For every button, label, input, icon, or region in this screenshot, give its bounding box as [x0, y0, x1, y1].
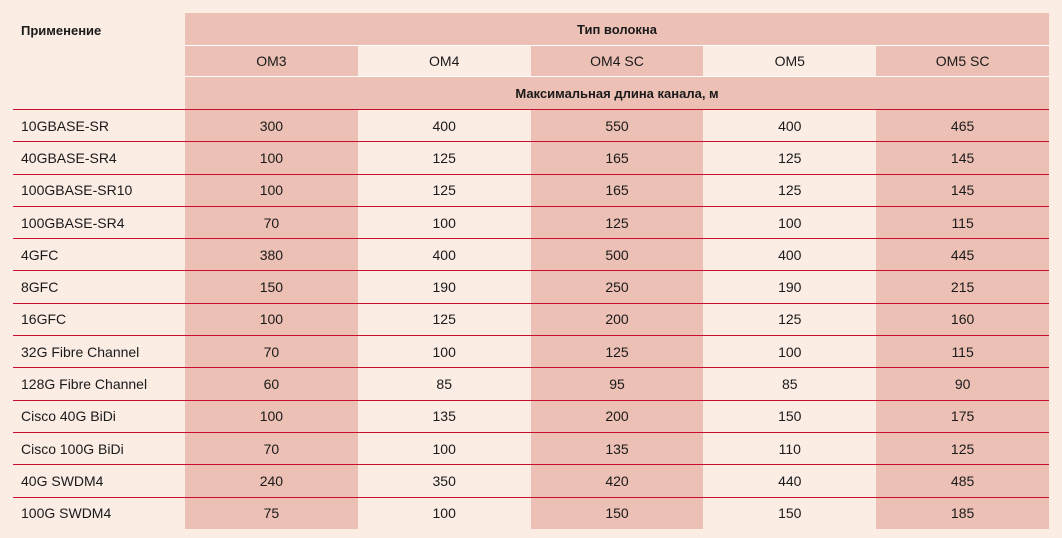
length-value-cell: 125 — [703, 303, 876, 335]
length-value-cell: 400 — [358, 110, 531, 142]
length-value-cell: 160 — [876, 303, 1049, 335]
table-row — [13, 174, 1049, 206]
application-name-cell: 32G Fibre Channel — [13, 336, 185, 368]
application-name-cell: 4GFC — [13, 239, 185, 271]
length-value-cell: 125 — [531, 336, 704, 368]
table-body — [13, 110, 1049, 529]
length-value-cell: 100 — [358, 497, 531, 529]
length-value-cell: 200 — [531, 400, 704, 432]
length-value-cell: 400 — [358, 239, 531, 271]
length-value-cell: 115 — [876, 336, 1049, 368]
length-value-cell: 100 — [358, 336, 531, 368]
application-name-cell: 8GFC — [13, 271, 185, 303]
application-name-cell: Cisco 100G BiDi — [13, 432, 185, 464]
length-value-cell: 110 — [703, 432, 876, 464]
length-value-cell: 150 — [185, 271, 358, 303]
table-row — [13, 206, 1049, 238]
length-value-cell: 240 — [185, 465, 358, 497]
fiber-length-table — [13, 13, 1049, 529]
length-value-cell: 485 — [876, 465, 1049, 497]
fiber-length-table-container — [13, 13, 1049, 529]
fiber-type-header: Тип волокна — [185, 13, 1049, 46]
application-column-header: Применение — [13, 13, 185, 110]
table-row — [13, 368, 1049, 400]
table-row — [13, 336, 1049, 368]
length-value-cell: 445 — [876, 239, 1049, 271]
length-value-cell: 500 — [531, 239, 704, 271]
length-value-cell: 95 — [531, 368, 704, 400]
length-value-cell: 440 — [703, 465, 876, 497]
table-row — [13, 110, 1049, 142]
table-row — [13, 400, 1049, 432]
length-value-cell: 125 — [358, 303, 531, 335]
fiber-type-om3: OM3 — [185, 46, 358, 77]
length-value-cell: 150 — [531, 497, 704, 529]
length-value-cell: 125 — [703, 174, 876, 206]
application-name-cell: Cisco 40G BiDi — [13, 400, 185, 432]
length-value-cell: 100 — [358, 432, 531, 464]
application-name-cell: 10GBASE-SR — [13, 110, 185, 142]
length-value-cell: 165 — [531, 174, 704, 206]
table-row — [13, 465, 1049, 497]
max-length-header: Максимальная длина канала, м — [185, 77, 1049, 110]
length-value-cell: 250 — [531, 271, 704, 303]
length-value-cell: 145 — [876, 142, 1049, 174]
length-value-cell: 70 — [185, 432, 358, 464]
length-value-cell: 185 — [876, 497, 1049, 529]
table-row — [13, 432, 1049, 464]
table-row — [13, 239, 1049, 271]
length-value-cell: 190 — [358, 271, 531, 303]
table-header — [13, 13, 1049, 110]
length-value-cell: 125 — [358, 174, 531, 206]
table-row — [13, 142, 1049, 174]
length-value-cell: 125 — [531, 206, 704, 238]
length-value-cell: 465 — [876, 110, 1049, 142]
length-value-cell: 100 — [185, 303, 358, 335]
length-value-cell: 100 — [185, 174, 358, 206]
length-value-cell: 150 — [703, 497, 876, 529]
length-value-cell: 125 — [703, 142, 876, 174]
length-value-cell: 75 — [185, 497, 358, 529]
length-value-cell: 100 — [358, 206, 531, 238]
application-name-cell: 40G SWDM4 — [13, 465, 185, 497]
application-name-cell: 100GBASE-SR4 — [13, 206, 185, 238]
length-value-cell: 400 — [703, 239, 876, 271]
length-value-cell: 300 — [185, 110, 358, 142]
length-value-cell: 215 — [876, 271, 1049, 303]
length-value-cell: 145 — [876, 174, 1049, 206]
length-value-cell: 100 — [185, 400, 358, 432]
fiber-type-om5: OM5 — [703, 46, 876, 77]
length-value-cell: 150 — [703, 400, 876, 432]
length-value-cell: 85 — [703, 368, 876, 400]
application-name-cell: 40GBASE-SR4 — [13, 142, 185, 174]
length-value-cell: 115 — [876, 206, 1049, 238]
length-value-cell: 100 — [703, 206, 876, 238]
fiber-type-om4: OM4 — [358, 46, 531, 77]
application-name-cell: 100GBASE-SR10 — [13, 174, 185, 206]
length-value-cell: 380 — [185, 239, 358, 271]
application-name-cell: 128G Fibre Channel — [13, 368, 185, 400]
length-value-cell: 135 — [531, 432, 704, 464]
length-value-cell: 70 — [185, 206, 358, 238]
application-name-cell: 100G SWDM4 — [13, 497, 185, 529]
length-value-cell: 135 — [358, 400, 531, 432]
fiber-type-om4-sc: OM4 SC — [531, 46, 704, 77]
length-value-cell: 200 — [531, 303, 704, 335]
application-name-cell: 16GFC — [13, 303, 185, 335]
length-value-cell: 165 — [531, 142, 704, 174]
length-value-cell: 400 — [703, 110, 876, 142]
length-value-cell: 125 — [358, 142, 531, 174]
length-value-cell: 420 — [531, 465, 704, 497]
length-value-cell: 550 — [531, 110, 704, 142]
length-value-cell: 100 — [185, 142, 358, 174]
length-value-cell: 85 — [358, 368, 531, 400]
length-value-cell: 190 — [703, 271, 876, 303]
table-row — [13, 271, 1049, 303]
length-value-cell: 125 — [876, 432, 1049, 464]
length-value-cell: 175 — [876, 400, 1049, 432]
length-value-cell: 70 — [185, 336, 358, 368]
length-value-cell: 100 — [703, 336, 876, 368]
table-row — [13, 497, 1049, 529]
length-value-cell: 350 — [358, 465, 531, 497]
fiber-type-om5-sc: OM5 SC — [876, 46, 1049, 77]
length-value-cell: 90 — [876, 368, 1049, 400]
length-value-cell: 60 — [185, 368, 358, 400]
table-row — [13, 303, 1049, 335]
